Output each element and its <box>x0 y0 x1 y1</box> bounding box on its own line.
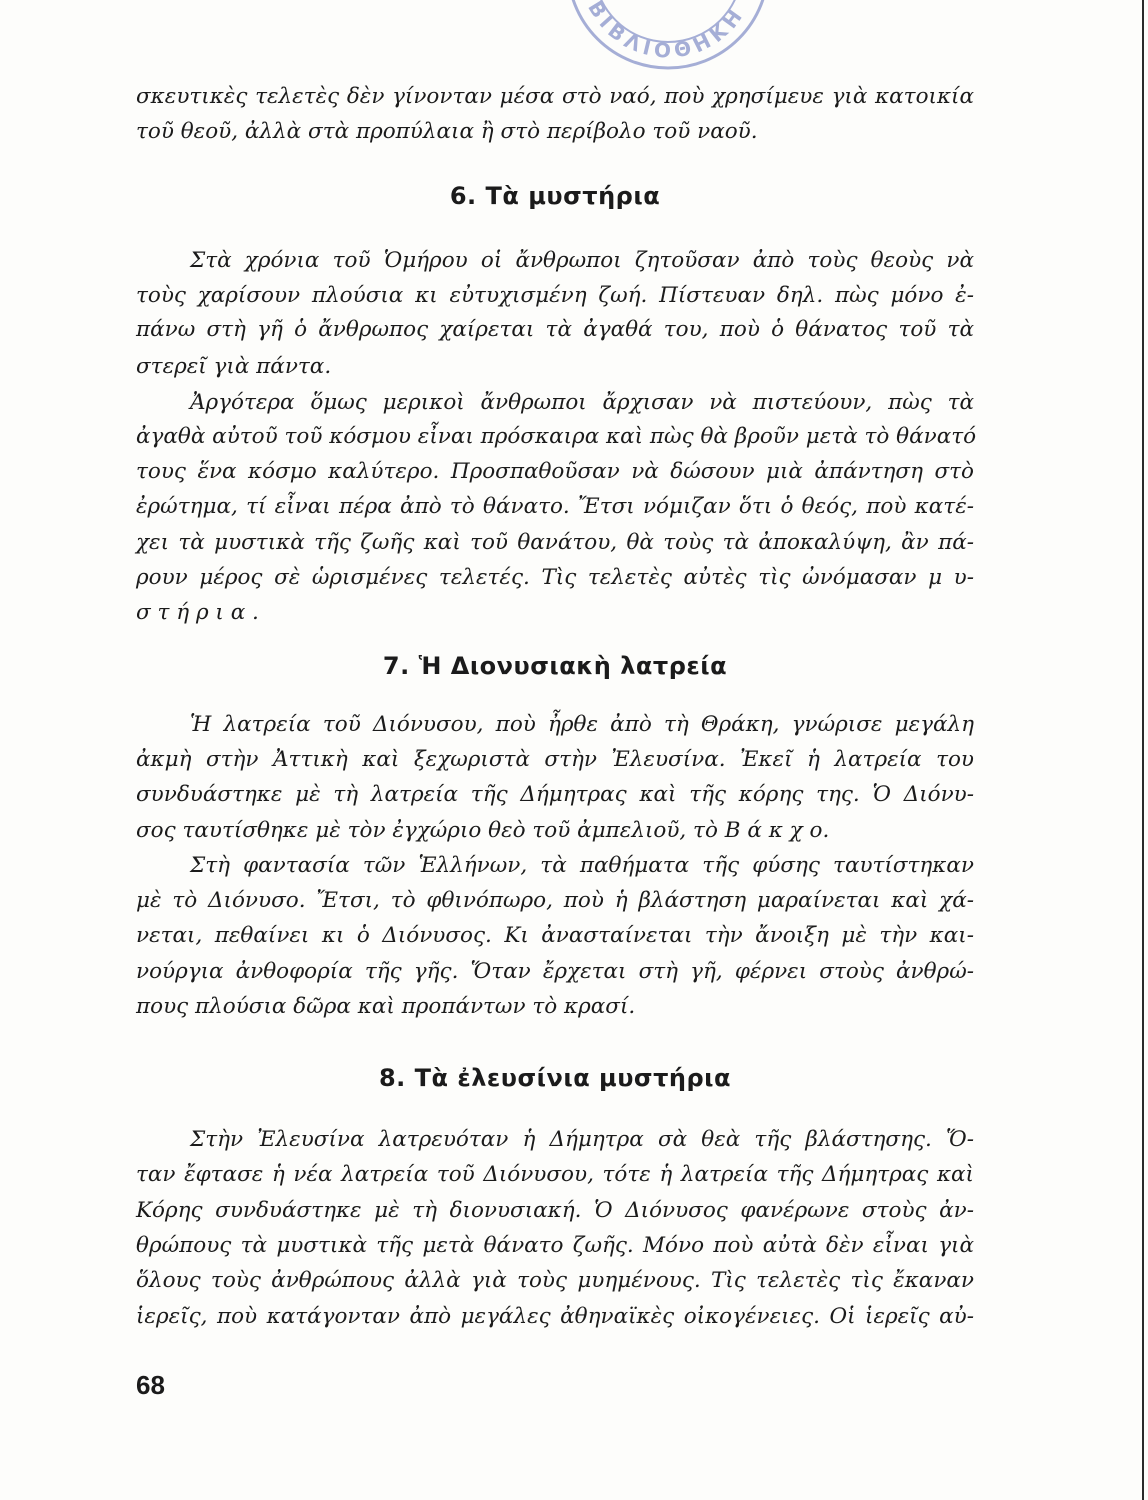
text-line: πους πλούσια δῶρα καὶ προπάντων τὸ κρασί. <box>136 994 636 1019</box>
text-line: πάνω στὴ γῆ ὁ ἄνθρωπος χαίρεται τὰ ἀγαθά του, ποὺ ὁ θάνατος τοῦ τὰ <box>136 317 974 342</box>
text-line: νεται, πεθαίνει κι ὁ Διόνυσος. Κι ἀνασταίνεται τὴν ἄνοιξη μὲ τὴν και- <box>136 923 974 948</box>
text-line: Κόρης συνδυάστηκε μὲ τὴ διονυσιακή. Ὁ Διόνυσος φανέρωνε στοὺς ἀν- <box>136 1198 974 1223</box>
text-line: τους ἕνα κόσμο καλύτερο. Προσπαθοῦσαν νὰ δώσουν μιὰ ἀπάντηση στὸ <box>136 459 974 484</box>
svg-text:ΒΙΒΛΙΟΘΗΚΗ <box>583 0 749 63</box>
section-heading-8: 8. Τὰ ἐλευσίνια μυστήρια <box>378 1064 732 1092</box>
text-line: Ἀργότερα ὅμως μερικοὶ ἄνθρωποι ἄρχισαν νὰ πιστεύουν, πὼς τὰ <box>190 390 974 415</box>
text-line: ρουν μέρος σὲ ὡρισμένες τελετές. Τὶς τελετὲς αὐτὲς τὶς ὠνόμασαν μ υ- <box>136 565 974 590</box>
text-line: ἐρώτημα, τί εἶναι πέρα ἀπὸ τὸ θάνατο. Ἔτσι νόμιζαν ὅτι ὁ θεός, ποὺ κατέ- <box>136 494 974 519</box>
text-line: ταν ἔφτασε ἡ νέα λατρεία τοῦ Διόνυσου, τότε ἡ λατρεία τῆς Δήμητρας καὶ <box>136 1162 974 1187</box>
stamp-text: ΒΙΒΛΙΟΘΗΚΗ <box>583 0 750 63</box>
text-line: Στὴ φαντασία τῶν Ἑλλήνων, τὰ παθήματα τῆς φύσης ταυτίστηκαν <box>190 853 974 878</box>
section-heading-6: 6. Τὰ μυστήρια <box>449 182 661 210</box>
text-line: Στὰ χρόνια τοῦ Ὁμήρου οἱ ἄνθρωποι ζητοῦσαν ἀπὸ τοὺς θεοὺς νὰ <box>190 248 974 273</box>
text-line: στερεῖ γιὰ πάντα. <box>136 354 332 379</box>
text-line: τοὺς χαρίσουν πλούσια κι εὐτυχισμένη ζωή. Πίστευαν δηλ. πὼς μόνο ἐ- <box>136 283 974 308</box>
text-line: ἀκμὴ στὴν Ἀττικὴ καὶ ξεχωριστὰ στὴν Ἐλευσίνα. Ἐκεῖ ἡ λατρεία του <box>136 747 974 772</box>
text-line: Ἡ λατρεία τοῦ Διόνυσου, ποὺ ἦρθε ἀπὸ τὴ Θράκη, γνώρισε μεγάλη <box>190 712 974 737</box>
text-line: ἀγαθὰ αὐτοῦ τοῦ κόσμου εἶναι πρόσκαιρα καὶ πὼς θὰ βροῦν μετὰ τὸ θάνατό <box>136 424 977 449</box>
text-line: Στὴν Ἐλευσίνα λατρευόταν ἡ Δήμητρα σὰ θεὰ τῆς βλάστησης. Ὅ- <box>190 1127 974 1152</box>
text-line: χει τὰ μυστικὰ τῆς ζωῆς καὶ τοῦ θανάτου, θὰ τοὺς τὰ ἀποκαλύψη, ἂν πά- <box>136 530 974 555</box>
text-line: σ τ ή ρ ι α . <box>136 600 259 625</box>
page-edge <box>1142 0 1144 1500</box>
section-heading-7: 7. Ἡ Διονυσιακὴ λατρεία <box>382 652 728 680</box>
text-line: θρώπους τὰ μυστικὰ τῆς μετὰ θάνατο ζωῆς. Μόνο ποὺ αὐτὰ δὲν εἶναι γιὰ <box>136 1233 974 1258</box>
text-line: συνδυάστηκε μὲ τὴ λατρεία τῆς Δήμητρας καὶ τῆς κόρης της. Ὁ Διόνυ- <box>136 782 974 807</box>
page-number: 68 <box>136 1370 165 1400</box>
text-line: νούργια ἀνθοφορία τῆς γῆς. Ὅταν ἔρχεται στὴ γῆ, φέρνει στοὺς ἀνθρώ- <box>136 959 974 984</box>
text-line: τοῦ θεοῦ, ἀλλὰ στὰ προπύλαια ἢ στὸ περίβολο τοῦ ναοῦ. <box>136 119 758 144</box>
text-line: σος ταυτίσθηκε μὲ τὸν ἐγχώριο θεὸ τοῦ ἀμπελιοῦ, τὸ Β ά κ χ ο. <box>136 818 830 843</box>
text-line: ὅλους τοὺς ἀνθρώπους ἀλλὰ γιὰ τοὺς μυημένους. Τὶς τελετὲς τὶς ἔκαναν <box>136 1268 974 1293</box>
text-line: σκευτικὲς τελετὲς δὲν γίνονταν μέσα στὸ ναό, ποὺ χρησίμευε γιὰ κατοικία <box>136 84 974 109</box>
text-line: ἱερεῖς, ποὺ κατάγονταν ἀπὸ μεγάλες ἀθηναϊκὲς οἰκογένειες. Οἱ ἱερεῖς αὐ- <box>136 1304 974 1329</box>
text-line: μὲ τὸ Διόνυσο. Ἔτσι, τὸ φθινόπωρο, ποὺ ἡ βλάστηση μαραίνεται καὶ χά- <box>136 888 974 913</box>
library-stamp <box>548 0 788 78</box>
